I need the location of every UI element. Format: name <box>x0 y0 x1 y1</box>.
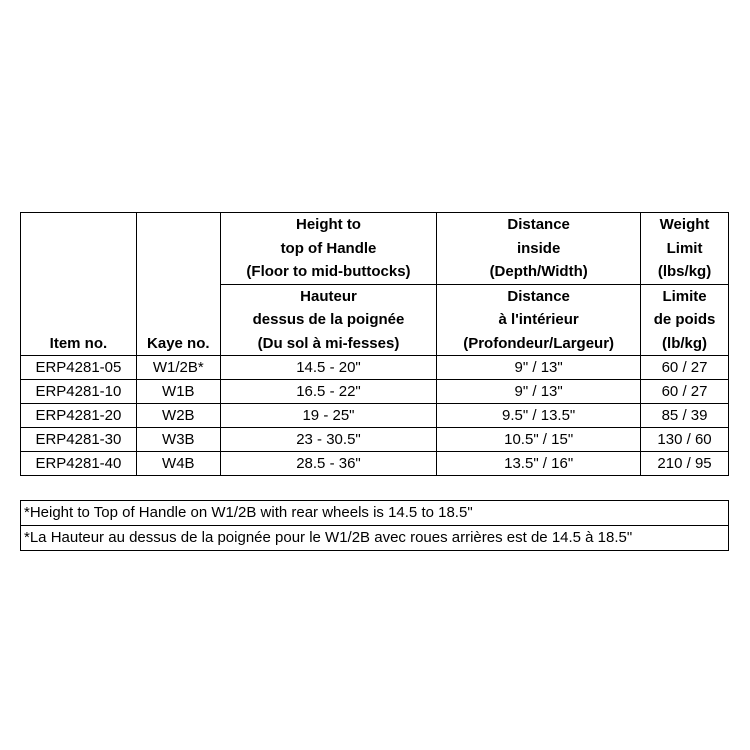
header-weight-en-line: Weight <box>659 216 710 233</box>
header-distance-en-line: inside <box>516 239 561 257</box>
cell-kaye-no: W1/2B* <box>136 356 220 380</box>
header-distance-en-line: (Depth/Width) <box>489 263 588 280</box>
header-height-en-line: Height to <box>295 216 361 233</box>
header-distance-en-line: Distance <box>507 216 570 233</box>
cell-kaye-no: W3B <box>136 428 220 452</box>
header-distance-en <box>437 213 641 285</box>
table-row <box>21 380 729 404</box>
cell-item-no: ERP4281-40 <box>21 452 137 476</box>
header-height-en-line: (Floor to mid-buttocks) <box>246 263 411 280</box>
header-distance-fr-line: Distance <box>507 287 570 305</box>
cell-weight: 130 / 60 <box>641 428 729 452</box>
table-row <box>21 452 729 476</box>
header-height-fr-line: (Du sol à mi-fesses) <box>257 334 400 352</box>
cell-height: 28.5 - 36" <box>220 452 437 476</box>
header-weight-en-line: (lbs/kg) <box>657 263 712 280</box>
header-weight-fr <box>641 284 729 356</box>
cell-height: 19 - 25" <box>220 404 437 428</box>
table-row <box>21 356 729 380</box>
header-height-en-line: top of Handle <box>280 239 377 257</box>
note-row <box>21 526 729 551</box>
cell-weight: 210 / 95 <box>641 452 729 476</box>
cell-item-no: ERP4281-30 <box>21 428 137 452</box>
header-distance-fr-line: (Profondeur/Largeur) <box>463 334 615 352</box>
note-english: *Height to Top of Handle on W1/2B with rear wheels is 14.5 to 18.5" <box>21 501 729 526</box>
cell-distance: 9" / 13" <box>437 380 641 404</box>
header-kaye-no: Kaye no. <box>136 213 220 356</box>
header-distance-fr <box>437 284 641 356</box>
cell-height: 16.5 - 22" <box>220 380 437 404</box>
header-weight-en-line: Limit <box>666 239 703 257</box>
cell-kaye-no: W4B <box>136 452 220 476</box>
cell-kaye-no: W2B <box>136 404 220 428</box>
cell-item-no: ERP4281-10 <box>21 380 137 404</box>
header-weight-en <box>641 213 729 285</box>
cell-height: 23 - 30.5" <box>220 428 437 452</box>
header-height-fr-line: Hauteur <box>300 287 357 305</box>
table-row <box>21 428 729 452</box>
cell-weight: 85 / 39 <box>641 404 729 428</box>
header-item-no: Item no. <box>21 213 137 356</box>
cell-weight: 60 / 27 <box>641 356 729 380</box>
header-height-en <box>220 213 437 285</box>
spec-table <box>20 212 729 476</box>
cell-kaye-no: W1B <box>136 380 220 404</box>
header-weight-fr-line: de poids <box>653 311 716 328</box>
notes-table <box>20 500 729 551</box>
header-distance-fr-line: à l'intérieur <box>498 311 579 328</box>
cell-item-no: ERP4281-20 <box>21 404 137 428</box>
note-row <box>21 501 729 526</box>
cell-weight: 60 / 27 <box>641 380 729 404</box>
cell-distance: 10.5" / 15" <box>437 428 641 452</box>
cell-height: 14.5 - 20" <box>220 356 437 380</box>
cell-distance: 9" / 13" <box>437 356 641 380</box>
table-row <box>21 404 729 428</box>
header-weight-fr-line: Limite <box>662 287 707 305</box>
header-row-en <box>21 213 729 285</box>
spec-table-body <box>21 356 729 476</box>
note-french: *La Hauteur au dessus de la poignée pour le W1/2B avec roues arrières est de 14.5 à 18.5" <box>21 526 729 551</box>
header-height-fr <box>220 284 437 356</box>
spec-table-header <box>21 213 729 356</box>
cell-distance: 9.5" / 13.5" <box>437 404 641 428</box>
header-weight-fr-line: (lb/kg) <box>662 334 708 352</box>
cell-distance: 13.5" / 16" <box>437 452 641 476</box>
cell-item-no: ERP4281-05 <box>21 356 137 380</box>
header-height-fr-line: dessus de la poignée <box>252 311 405 328</box>
